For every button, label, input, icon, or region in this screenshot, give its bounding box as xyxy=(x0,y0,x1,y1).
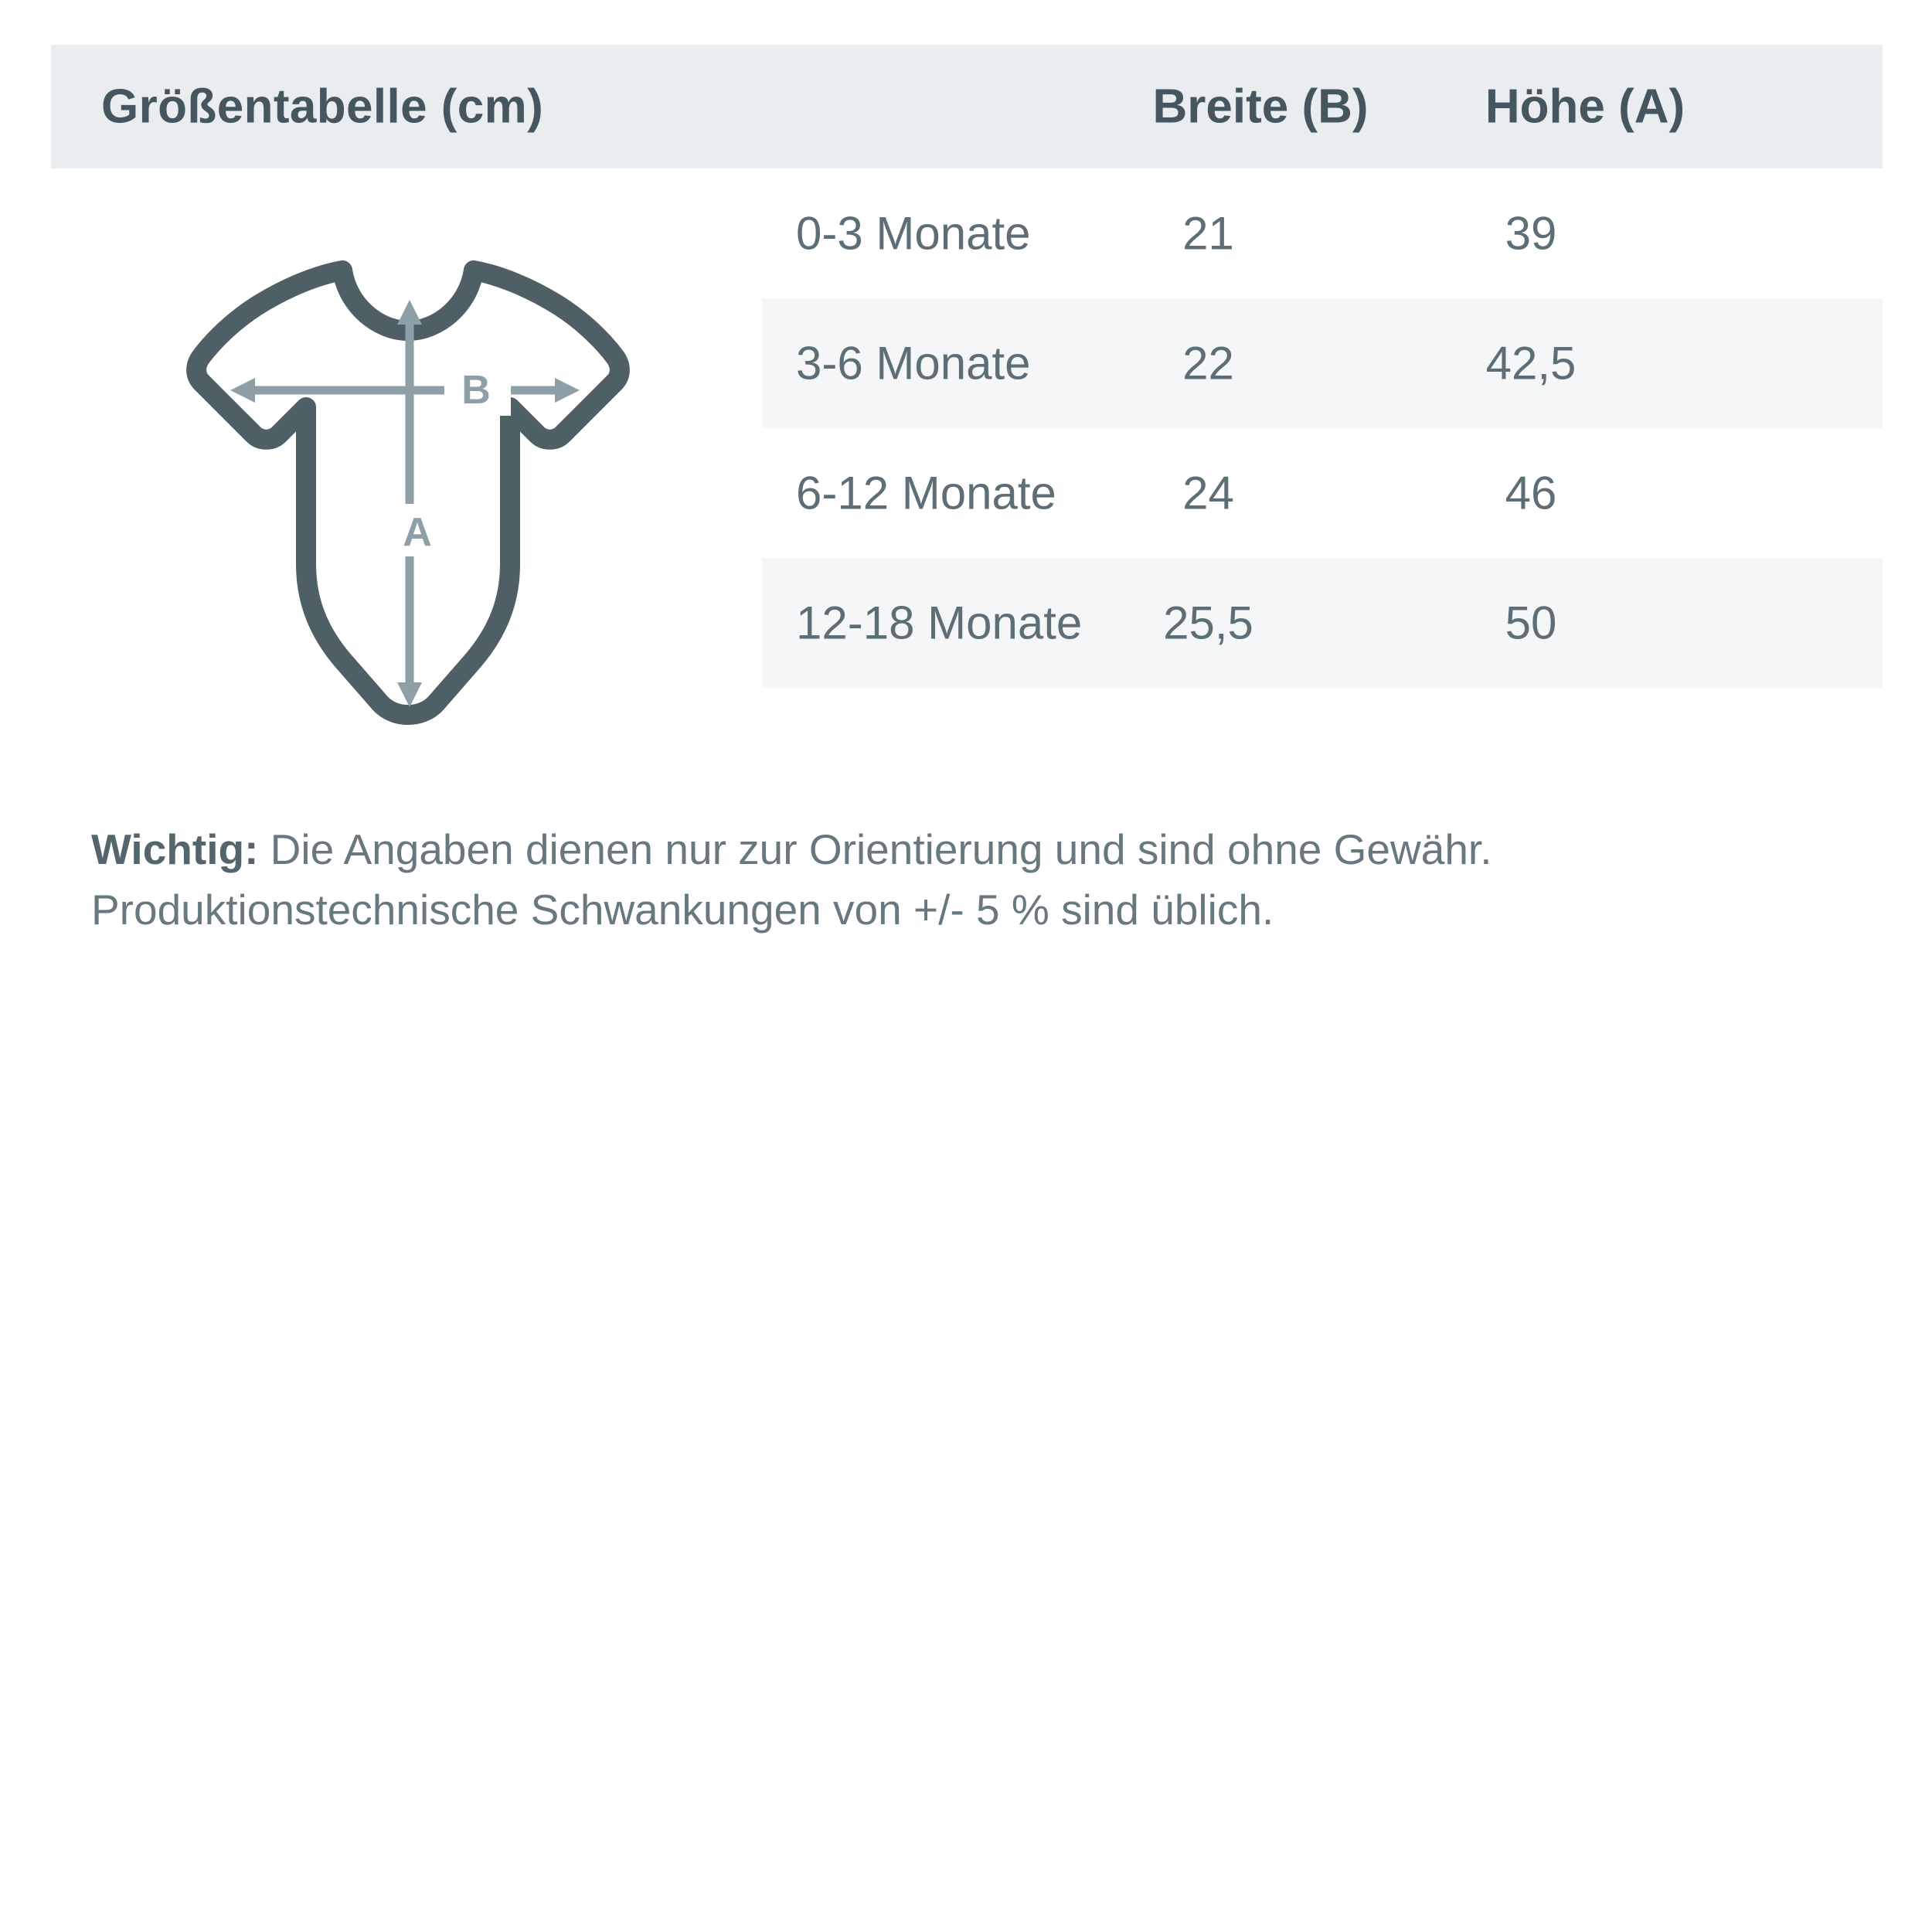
table-row xyxy=(762,428,1883,558)
column-header-height: Höhe (A) xyxy=(1485,80,1685,134)
cell-height: 46 xyxy=(1505,467,1557,519)
size-table-rows xyxy=(762,168,1883,688)
cell-height: 50 xyxy=(1505,597,1557,649)
disclaimer-label: Wichtig: xyxy=(91,825,259,873)
cell-height: 42,5 xyxy=(1485,337,1577,389)
cell-width: 22 xyxy=(1182,337,1234,389)
cell-size: 0-3 Monate xyxy=(796,207,1031,260)
page-title: Größentabelle (cm) xyxy=(101,80,544,134)
cell-width: 24 xyxy=(1182,467,1234,519)
table-row xyxy=(762,168,1883,298)
cell-width: 25,5 xyxy=(1163,597,1253,649)
table-row xyxy=(762,298,1883,428)
disclaimer-note xyxy=(91,819,1869,940)
cell-size: 6-12 Monate xyxy=(796,467,1056,519)
cell-size: 12-18 Monate xyxy=(796,597,1083,649)
baby-bodysuit-icon xyxy=(155,240,680,765)
cell-width: 21 xyxy=(1182,207,1234,260)
svg-text:B: B xyxy=(461,368,491,413)
column-header-width: Breite (B) xyxy=(1152,80,1369,134)
table-header-band xyxy=(51,45,1883,168)
svg-text:A: A xyxy=(403,510,432,555)
cell-height: 39 xyxy=(1505,207,1557,260)
disclaimer-text: Die Angaben dienen nur zur Orientierung und sind ohne Gewähr. Produktionstechnische Schwankungen von +/- 5 % sind üblich. xyxy=(91,825,1492,934)
cell-size: 3-6 Monate xyxy=(796,337,1031,389)
table-row xyxy=(762,558,1883,688)
